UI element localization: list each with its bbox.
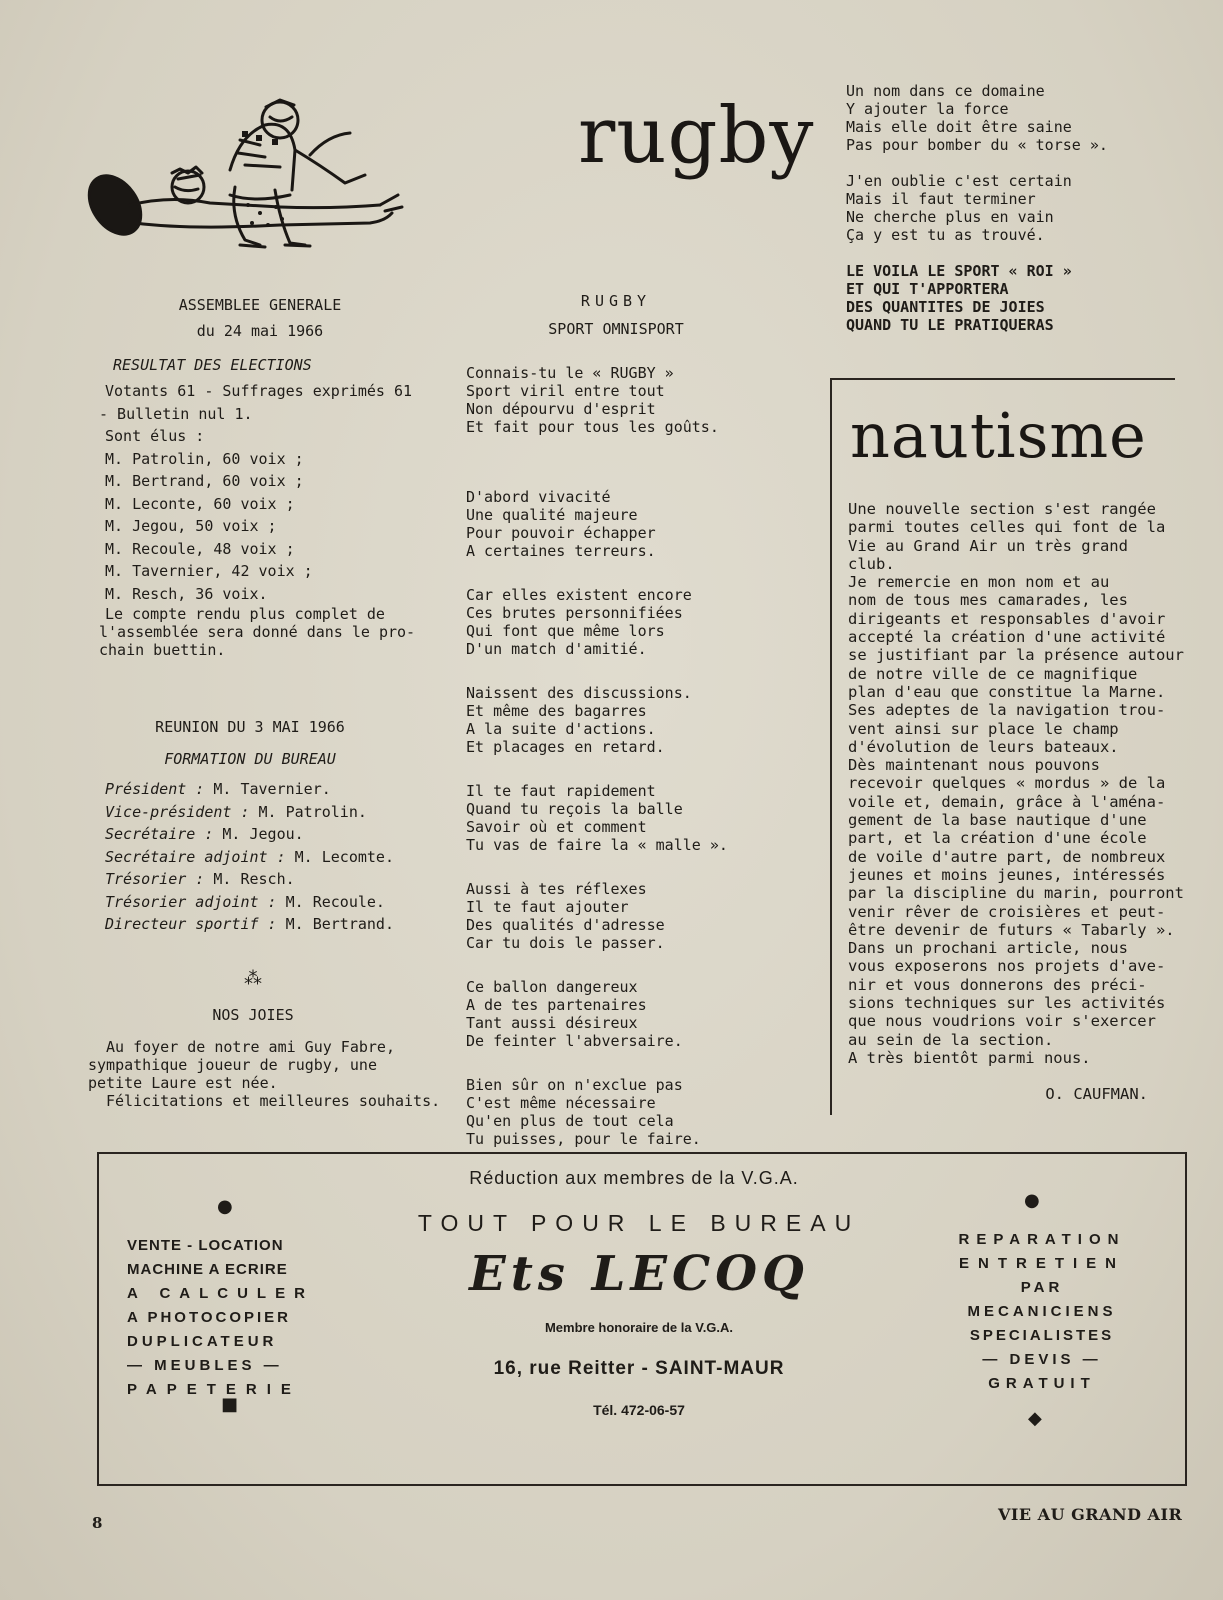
poem-line: LE VOILA LE SPORT « ROI » xyxy=(846,262,1072,280)
nautisme-heading: nautisme xyxy=(850,399,1147,472)
poem-line: QUAND TU LE PRATIQUERAS xyxy=(846,316,1054,334)
poem-line: Un nom dans ce domaine xyxy=(846,82,1045,100)
bureau-name: M. Tavernier. xyxy=(213,780,331,798)
bullet-right: ● xyxy=(1024,1190,1040,1211)
article-line: parmi toutes celles qui font de la xyxy=(848,518,1166,537)
ad-honorary-member: Membre honoraire de la V.G.A. xyxy=(544,1320,734,1335)
article-line: se justifiant par la présence autour xyxy=(848,646,1184,665)
bureau-member xyxy=(105,846,425,869)
poem-line: Ces brutes personnifiées xyxy=(466,604,683,622)
article-line: Ses adeptes de la navigation trou- xyxy=(848,701,1166,720)
joys-line: Au foyer de notre ami Guy Fabre, xyxy=(106,1038,395,1056)
poem-line: Ça y est tu as trouvé. xyxy=(846,226,1045,244)
assembly-line: M. Leconte, 60 voix ; xyxy=(105,494,295,513)
poem-line: Pour pouvoir échapper xyxy=(466,524,656,542)
article-line: au sein de la section. xyxy=(848,1030,1054,1049)
bureau-name: M. Resch. xyxy=(213,870,295,888)
rugby-heading: rugby xyxy=(578,91,815,181)
ad-headline: TOUT POUR LE BUREAU xyxy=(417,1210,861,1236)
assembly-line: M. Resch, 36 voix. xyxy=(105,584,268,603)
article-line: part, et la création d'une école xyxy=(848,829,1147,848)
assembly-section xyxy=(95,296,425,659)
article-line: accepté la création d'une activité xyxy=(848,628,1166,647)
ad-right-line: SPECIALISTES xyxy=(969,1327,1115,1344)
ad-left-line: — MEUBLES — xyxy=(127,1357,283,1374)
article-signature: O. CAUFMAN. xyxy=(1045,1085,1148,1104)
ad-left-line: VENTE - LOCATION xyxy=(127,1237,284,1254)
poem-line: Savoir où et comment xyxy=(466,818,647,836)
poem-line: Car elles existent encore xyxy=(466,586,692,604)
ad-right-line: ENTRETIEN xyxy=(958,1255,1125,1272)
article-line: Dès maintenant nous pouvons xyxy=(848,756,1100,775)
joys-title: NOS JOIES xyxy=(212,1006,294,1024)
poem-line: Quand tu reçois la balle xyxy=(466,800,683,818)
poem-line: Mais il faut terminer xyxy=(846,190,1036,208)
bureau-member xyxy=(105,913,425,936)
article-line: par la discipline du marin, pourront xyxy=(848,884,1184,903)
rugby-cartoon-illustration xyxy=(80,95,410,265)
bureau-role: Président : xyxy=(105,780,205,798)
poem-line: Pas pour bomber du « torse ». xyxy=(846,136,1108,154)
poem-line: Aussi à tes réflexes xyxy=(466,880,647,898)
article-line: nir et vous donnerons des préci- xyxy=(848,975,1147,994)
poem-line: Naissent des discussions. xyxy=(466,684,692,702)
poem-line: A la suite d'actions. xyxy=(466,720,656,738)
poem-line: ET QUI T'APPORTERA xyxy=(846,280,1009,298)
bureau-name: M. Recoule. xyxy=(285,892,385,911)
bureau-name: M. Patrolin. xyxy=(258,802,367,821)
ad-right-line: GRATUIT xyxy=(988,1375,1096,1392)
assembly-line: M. Recoule, 48 voix ; xyxy=(105,539,295,558)
bureau-name: M. Jegou. xyxy=(222,825,304,843)
results-title: RESULTAT DES ELECTIONS xyxy=(113,356,312,374)
assembly-date: du 24 mai 1966 xyxy=(196,322,324,340)
article-line: voile et, demain, grâce à l'aména- xyxy=(848,792,1166,811)
poem-line: D'un match d'amitié. xyxy=(466,640,647,658)
assembly-line: chain buettin. xyxy=(99,641,226,659)
article-line: Dans un prochani article, nous xyxy=(848,939,1128,958)
article-line: de voile d'autre part, de nombreux xyxy=(848,847,1166,866)
ad-right-line: REPARATION xyxy=(958,1231,1126,1248)
article-line: gement de la base nautique d'une xyxy=(848,811,1147,830)
poem-line: Tu vas de faire la « malle ». xyxy=(466,836,728,854)
assembly-line: Le compte rendu plus complet de xyxy=(105,605,385,623)
poem-subtitle: SPORT OMNISPORT xyxy=(548,320,684,338)
article-line: Une nouvelle section s'est rangée xyxy=(848,500,1156,518)
poem-line: Tant aussi désireux xyxy=(466,1014,638,1032)
ad-left-line: A CALCULER xyxy=(127,1285,314,1302)
article-line: A très bientôt parmi nous. xyxy=(848,1048,1091,1067)
page-number: 8 xyxy=(92,1514,103,1532)
poem-line: De feinter l'abversaire. xyxy=(466,1032,683,1050)
poem-line: Mais elle doit être saine xyxy=(846,118,1072,136)
poem-line: Tu puisses, pour le faire. xyxy=(466,1130,701,1148)
poem-line: Ce ballon dangereux xyxy=(466,978,638,996)
poem-line: DES QUANTITES DE JOIES xyxy=(846,298,1045,316)
bureau-role: Vice-président : xyxy=(105,802,250,821)
assembly-line: Sont élus : xyxy=(105,427,205,445)
bureau-role: Trésorier adjoint : xyxy=(105,892,277,911)
ad-right-line: PAR xyxy=(1020,1279,1064,1296)
poem-line: J'en oublie c'est certain xyxy=(846,172,1072,190)
poem-title: RUGBY xyxy=(580,292,652,310)
bureau-name: M. Lecomte. xyxy=(294,847,394,866)
article-line: vent ainsi sur place le champ xyxy=(848,719,1119,738)
bureau-role: Secrétaire : xyxy=(105,825,214,843)
bureau-member xyxy=(105,868,425,891)
bureau-name: M. Bertrand. xyxy=(285,915,394,933)
nautisme-article xyxy=(848,500,1184,1104)
poem-line: Qui font que même lors xyxy=(466,622,665,640)
poem-line: Bien sûr on n'exclue pas xyxy=(466,1076,683,1094)
article-line: que nous voudrions voir s'exercer xyxy=(848,1012,1156,1031)
poem-line: C'est même nécessaire xyxy=(466,1094,656,1112)
ad-left-line: A PHOTOCOPIER xyxy=(127,1309,292,1326)
poem-line: Qu'en plus de tout cela xyxy=(466,1112,674,1130)
bureau-member xyxy=(105,778,425,801)
asterism-separator: ⁂ xyxy=(244,968,262,989)
article-line: nom de tous mes camarades, les xyxy=(848,591,1128,610)
meeting-title: REUNION DU 3 MAI 1966 xyxy=(155,718,345,736)
article-line: venir rêver de croisières et peut- xyxy=(848,902,1166,921)
ad-phone: Tél. 472-06-57 xyxy=(593,1402,685,1418)
top-right-poem xyxy=(846,82,1108,334)
article-line: Vie au Grand Air un très grand xyxy=(848,536,1128,555)
ad-left-line: MACHINE A ECRIRE xyxy=(127,1261,288,1278)
poem-line: Connais-tu le « RUGBY » xyxy=(466,364,674,382)
joys-line: sympathique joueur de rugby, une xyxy=(88,1056,377,1074)
poem-line: Il te faut ajouter xyxy=(466,898,629,916)
article-line: Je remercie en mon nom et au xyxy=(848,573,1110,592)
ad-left-line: PAPETERIE xyxy=(127,1381,301,1398)
poem-line: Car tu dois le passer. xyxy=(466,934,665,952)
assembly-title: ASSEMBLEE GENERALE xyxy=(178,296,342,314)
assembly-line: M. Patrolin, 60 voix ; xyxy=(105,449,304,468)
poem-line: Une qualité majeure xyxy=(466,506,638,524)
article-line: jeunes et moins jeunes, intéressés xyxy=(848,865,1166,884)
ad-company-name: Ets LECOQ xyxy=(469,1246,809,1302)
poem-line: Il te faut rapidement xyxy=(466,782,656,800)
joys-line: petite Laure est née. xyxy=(88,1074,278,1092)
article-line: être devenir de futurs « Tabarly ». xyxy=(848,920,1175,939)
meeting-section xyxy=(95,718,425,936)
assembly-line: l'assemblée sera donné dans le pro- xyxy=(99,623,416,641)
ad-right-line: MECANICIENS xyxy=(967,1303,1117,1320)
article-line: plan d'eau que constitue la Marne. xyxy=(848,682,1166,701)
ad-left-services xyxy=(127,1234,314,1402)
poem-line: Des qualités d'adresse xyxy=(466,916,665,934)
article-line: recevoir quelques « mordus » de la xyxy=(848,774,1166,793)
poem-line: Non dépourvu d'esprit xyxy=(466,400,656,418)
assembly-line: Votants 61 - Suffrages exprimés 61 xyxy=(105,382,413,400)
article-line: de notre ville de ce magnifique xyxy=(848,664,1138,683)
ad-right-line: — DEVIS — xyxy=(982,1351,1102,1368)
assembly-line: M. Jegou, 50 voix ; xyxy=(105,517,277,535)
article-line: club. xyxy=(848,554,895,573)
poem-line: Sport viril entre tout xyxy=(466,382,665,400)
article-line: vous exposerons nos projets d'ave- xyxy=(848,957,1166,976)
rugby-poem xyxy=(466,292,796,1148)
article-line: dirigeants et responsables d'avoir xyxy=(848,609,1166,628)
magazine-name: VIE AU GRAND AIR xyxy=(998,1505,1183,1524)
joys-line: Félicitations et meilleures souhaits. xyxy=(106,1092,441,1110)
bureau-member xyxy=(105,891,425,914)
article-line: sions techniques sur les activités xyxy=(848,994,1166,1013)
bureau-role: Secrétaire adjoint : xyxy=(105,847,286,866)
assembly-line: - Bulletin nul 1. xyxy=(99,404,253,423)
assembly-line: M. Bertrand, 60 voix ; xyxy=(105,472,304,490)
diamond-ornament: ◆ xyxy=(1028,1408,1042,1429)
bullet-left: ● xyxy=(217,1196,233,1217)
ad-address: 16, rue Reitter - SAINT-MAUR xyxy=(493,1358,785,1379)
bureau-role: Trésorier : xyxy=(105,870,205,888)
square-ornament: ■ xyxy=(221,1394,239,1415)
ad-reduction: Réduction aux membres de la V.G.A. xyxy=(469,1168,799,1188)
poem-line: D'abord vivacité xyxy=(466,488,611,506)
article-line: d'évolution de leurs bateaux. xyxy=(848,737,1119,756)
poem-line: Et placages en retard. xyxy=(466,738,665,756)
lecoq-advertisement xyxy=(97,1152,1187,1486)
poem-line: A de tes partenaires xyxy=(466,996,647,1014)
joys-section xyxy=(88,968,441,1110)
ad-right-services xyxy=(937,1228,1147,1396)
poem-line: A certaines terreurs. xyxy=(466,542,656,560)
poem-line: Et même des bagarres xyxy=(466,702,647,720)
poem-line: Et fait pour tous les goûts. xyxy=(466,418,719,436)
ad-left-line: DUPLICATEUR xyxy=(127,1333,278,1350)
bureau-member xyxy=(105,801,425,824)
bureau-member xyxy=(105,823,425,846)
poem-line: Y ajouter la force xyxy=(846,100,1009,118)
assembly-line: M. Tavernier, 42 voix ; xyxy=(105,562,313,580)
meeting-subtitle: FORMATION DU BUREAU xyxy=(164,750,336,768)
poem-line: Ne cherche plus en vain xyxy=(846,208,1054,226)
bureau-role: Directeur sportif : xyxy=(105,915,277,933)
